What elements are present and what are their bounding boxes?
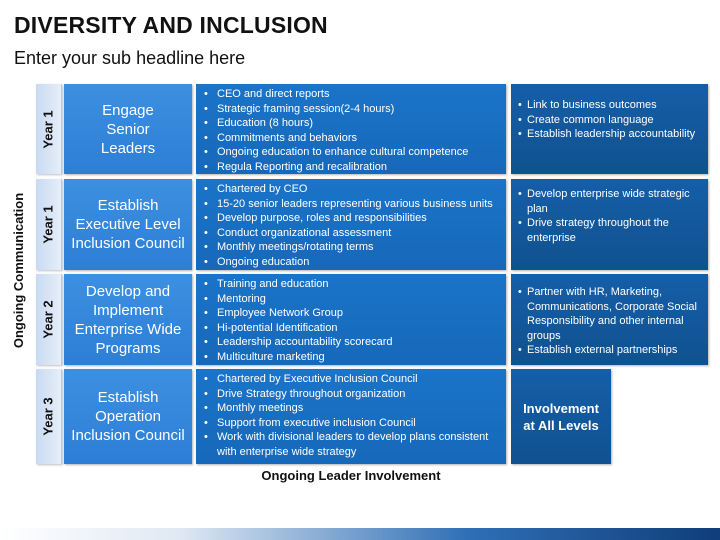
page-subtitle: Enter your sub headline here <box>14 48 246 68</box>
year-tab-row-1 <box>36 84 62 174</box>
detail-item: • Monthly meetings <box>202 401 500 416</box>
detail-item: • 15-20 senior leaders representing various business units <box>202 197 500 212</box>
detail-item: • Chartered by Executive Inclusion Council <box>202 372 500 387</box>
outcome-box-row-4: Involvement at All Levels <box>511 369 611 464</box>
year-tab-row-4 <box>36 369 62 464</box>
footer-gradient-bar <box>0 528 720 540</box>
outcome-item: • Establish leadership accountability <box>517 127 702 142</box>
outcome-box-row-2 <box>511 179 708 270</box>
outcome-box-row-3 <box>511 274 708 365</box>
outcome-item: • Drive strategy throughout the enterprise <box>517 216 702 245</box>
outcome-box-row-1 <box>511 84 708 174</box>
detail-item: • Ongoing education to enhance cultural competence <box>202 145 500 160</box>
year-label: Year 3 <box>41 397 57 436</box>
details-box-row-2 <box>196 179 506 270</box>
stage-box-row-3: Develop and Implement Enterprise Wide Programs <box>64 274 192 365</box>
year-label: Year 2 <box>41 300 57 339</box>
outcome-item: • Develop enterprise wide strategic plan <box>517 187 702 216</box>
detail-item: • Ongoing education <box>202 255 500 270</box>
detail-item: • Develop purpose, roles and responsibilities <box>202 211 500 226</box>
detail-item: • Work with divisional leaders to develop plans consistent with enterprise wide strategy <box>202 430 500 459</box>
bottom-label: Ongoing Leader Involvement <box>261 468 441 483</box>
detail-item: • Leadership accountability scorecard <box>202 335 500 350</box>
year-tab-row-2 <box>36 179 62 270</box>
detail-item: • Commitments and behaviors <box>202 131 500 146</box>
outcome-item: • Link to business outcomes <box>517 98 702 113</box>
detail-item: • Strategic framing session(2-4 hours) <box>202 102 500 117</box>
stage-box-row-1: Engage Senior Leaders <box>64 84 192 174</box>
detail-item: • Chartered by CEO <box>202 182 500 197</box>
year-label: Year 1 <box>41 205 57 244</box>
detail-item: • Regula Reporting and recalibration <box>202 160 500 175</box>
side-label-container <box>4 80 34 460</box>
page-title: DIVERSITY AND INCLUSION <box>14 12 328 38</box>
outcome-item: • Establish external partnerships <box>517 343 702 358</box>
year-tab-row-3 <box>36 274 62 365</box>
side-label: Ongoing Communication <box>11 192 27 348</box>
detail-item: • Conduct organizational assessment <box>202 226 500 241</box>
detail-item: • Education (8 hours) <box>202 116 500 131</box>
details-box-row-1 <box>196 84 506 174</box>
stage-box-row-4: Establish Operation Inclusion Council <box>64 369 192 464</box>
detail-item: • Mentoring <box>202 292 500 307</box>
details-box-row-3 <box>196 274 506 365</box>
details-box-row-4 <box>196 369 506 464</box>
year-label: Year 1 <box>41 109 57 149</box>
detail-item: • Drive Strategy throughout organization <box>202 387 500 402</box>
stage-box-row-2: Establish Executive Level Inclusion Council <box>64 179 192 270</box>
detail-item: • CEO and direct reports <box>202 87 500 102</box>
detail-item: • Monthly meetings/rotating terms <box>202 240 500 255</box>
detail-item: • Support from executive inclusion Council <box>202 416 500 431</box>
detail-item: • Training and education <box>202 277 500 292</box>
detail-item: • Employee Network Group <box>202 306 500 321</box>
outcome-item: • Partner with HR, Marketing, Communications, Corporate Social Responsibility and other internal groups <box>517 285 702 343</box>
outcome-item: • Create common language <box>517 113 702 128</box>
detail-item: • Hi-potential Identification <box>202 321 500 336</box>
detail-item: • Multiculture marketing <box>202 350 500 365</box>
